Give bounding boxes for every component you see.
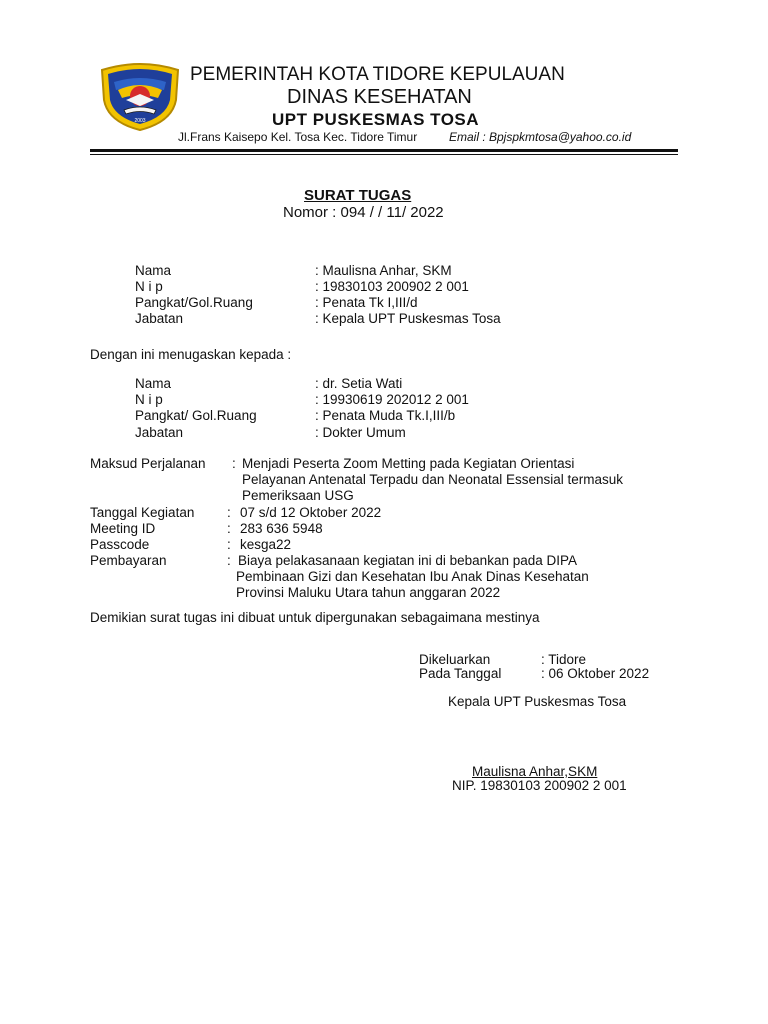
assignee-position-value: : Dokter Umum: [315, 425, 406, 440]
issued-date-label: Pada Tanggal: [419, 666, 502, 681]
issuer-nip-value: : 19830103 200902 2 001: [315, 279, 469, 294]
purpose-line-3: Pemeriksaan USG: [242, 488, 354, 503]
payment-colon: :: [227, 553, 231, 568]
letterhead-address: Jl.Frans Kaisepo Kel. Tosa Kec. Tidore Timur: [178, 130, 418, 144]
issuer-position-label: Jabatan: [135, 311, 184, 326]
meeting-id-label: Meeting ID: [90, 521, 156, 536]
letterhead-email: Email : Bpjspkmtosa@yahoo.co.id: [449, 130, 632, 144]
signer-position: Kepala UPT Puskesmas Tosa: [448, 694, 627, 709]
issuer-rank-value: : Penata Tk I,III/d: [315, 295, 418, 310]
assignee-rank-value: : Penata Muda Tk.I,III/b: [315, 408, 456, 423]
issued-date-value: : 06 Oktober 2022: [541, 666, 650, 681]
letterhead-rule-thin: [90, 154, 678, 155]
payment-line-1: Biaya pelakasanaan kegiatan ini di bebankan pada DIPA: [238, 553, 577, 568]
assignee-position-label: Jabatan: [135, 425, 184, 440]
issuer-name-value: : Maulisna Anhar, SKM: [315, 263, 452, 278]
activity-date-label: Tanggal Kegiatan: [90, 505, 195, 520]
issued-at-value: : Tidore: [541, 652, 587, 667]
purpose-colon: :: [232, 456, 236, 471]
city-emblem-logo: [96, 60, 184, 132]
signer-name: Maulisna Anhar,SKM: [472, 764, 598, 779]
payment-label: Pembayaran: [90, 553, 167, 568]
assignee-nip-label: N i p: [135, 392, 163, 407]
closing-statement: Demikian surat tugas ini dibuat untuk dipergunakan sebagaimana mestinya: [90, 610, 540, 625]
letterhead-institution: UPT PUSKESMAS TOSA: [272, 110, 480, 129]
passcode-value: kesga22: [240, 537, 292, 552]
document-number: Nomor : 094 / / 11/ 2022: [283, 204, 444, 221]
passcode-label: Passcode: [90, 537, 150, 552]
svg-text:2003: 2003: [134, 118, 146, 124]
activity-date-value: 07 s/d 12 Oktober 2022: [240, 505, 382, 520]
assignee-name-value: : dr. Setia Wati: [315, 376, 403, 391]
signer-nip: NIP. 19830103 200902 2 001: [452, 778, 627, 793]
letterhead-government: PEMERINTAH KOTA TIDORE KEPULAUAN: [190, 64, 565, 85]
issued-at-label: Dikeluarkan: [419, 652, 491, 667]
purpose-label: Maksud Perjalanan: [90, 456, 206, 471]
meeting-id-value: 283 636 5948: [240, 521, 323, 536]
activity-date-colon: :: [227, 505, 231, 520]
assignee-nip-value: : 19930619 202012 2 001: [315, 392, 469, 407]
issuer-position-value: : Kepala UPT Puskesmas Tosa: [315, 311, 501, 326]
payment-line-2: Pembinaan Gizi dan Kesehatan Ibu Anak Dinas Kesehatan: [236, 569, 589, 584]
letterhead-rule-thick: [90, 149, 678, 152]
purpose-line-1: Menjadi Peserta Zoom Metting pada Kegiatan Orientasi: [242, 456, 575, 471]
assignee-rank-label: Pangkat/ Gol.Ruang: [135, 408, 257, 423]
meeting-id-colon: :: [227, 521, 231, 536]
letterhead-department: DINAS KESEHATAN: [287, 86, 472, 108]
passcode-colon: :: [227, 537, 231, 552]
issuer-nip-label: N i p: [135, 279, 163, 294]
document-title: SURAT TUGAS: [304, 187, 412, 204]
assignee-name-label: Nama: [135, 376, 172, 391]
issuer-name-label: Nama: [135, 263, 172, 278]
assignment-intro: Dengan ini menugaskan kepada :: [90, 347, 292, 362]
issuer-rank-label: Pangkat/Gol.Ruang: [135, 295, 253, 310]
payment-line-3: Provinsi Maluku Utara tahun anggaran 2022: [236, 585, 501, 600]
purpose-line-2: Pelayanan Antenatal Terpadu dan Neonatal Essensial termasuk: [242, 472, 624, 487]
